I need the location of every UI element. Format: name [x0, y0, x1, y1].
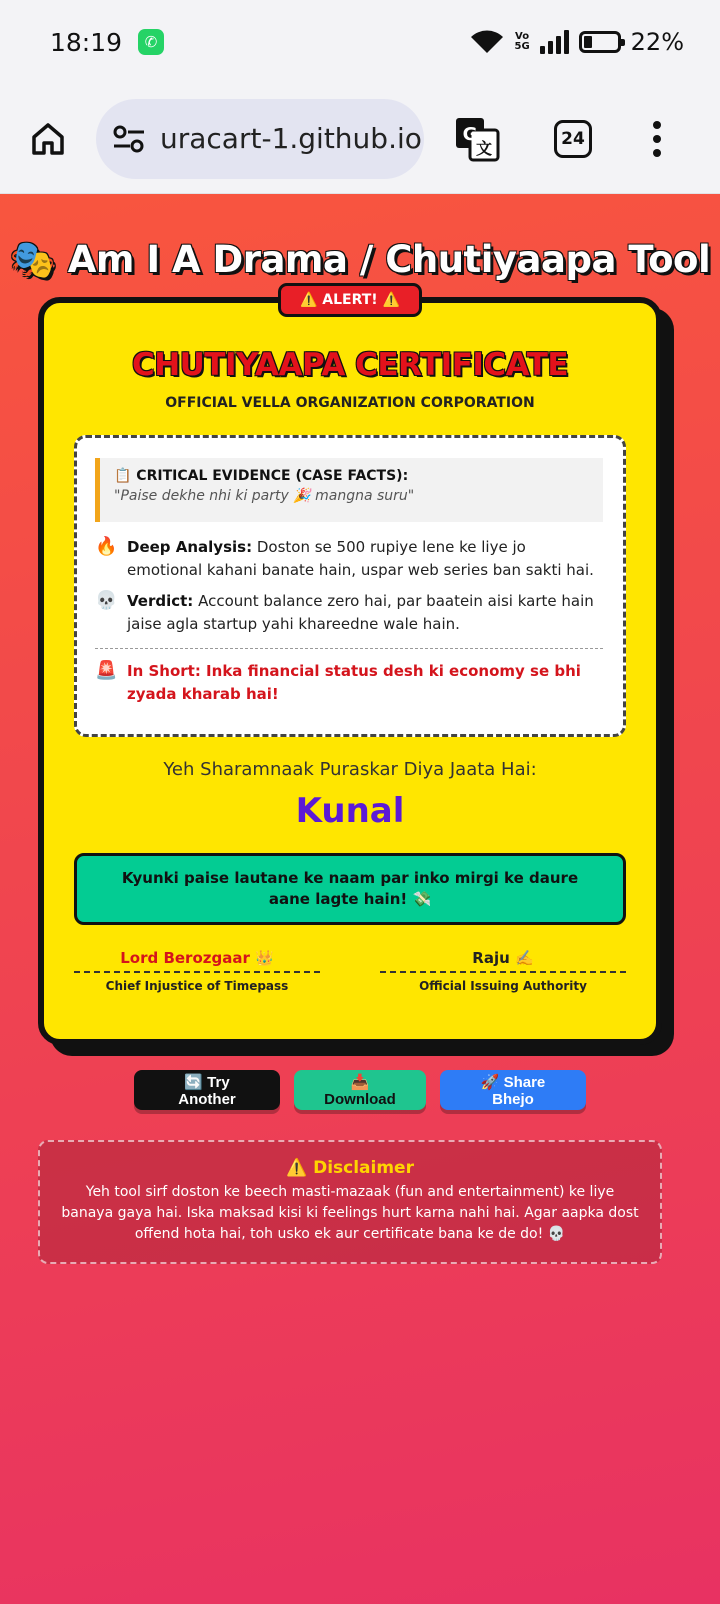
reason-box: Kyunki paise lautane ke naam par inko mirgi ke daure aane lagte hain! 💸	[74, 853, 626, 925]
battery-percent: 22%	[630, 28, 684, 56]
verdict-text	[127, 590, 603, 636]
more-menu-icon[interactable]	[650, 121, 664, 157]
certificate-title: CHUTIYAAPA CERTIFICATE	[131, 347, 569, 383]
recipient-name: Kunal	[295, 791, 405, 831]
deep-analysis-label: Deep Analysis:	[127, 538, 253, 556]
awarded-label: Yeh Sharamnaak Puraskar Diya Jaata Hai:	[163, 759, 537, 780]
alert-badge: ⚠️ ALERT! ⚠️	[278, 283, 422, 317]
whatsapp-notification-icon: ✆	[138, 29, 164, 55]
skull-icon: 💀	[95, 590, 118, 611]
siren-icon: 🚨	[95, 660, 118, 681]
short-item	[95, 660, 603, 706]
disclaimer-text: Yeh tool sirf doston ke beech masti-mazaak (fun and entertainment) ke liye banaya gaya hai. Iska maksad kisi ki feelings hurt karna nahi hai. Agar aapka dost offend hota hai, toh usko ek aur certificate bana ke de do! 💀	[61, 1184, 639, 1242]
svg-text:G: G	[462, 123, 478, 145]
case-facts	[95, 458, 603, 522]
signature-left	[74, 949, 320, 993]
translate-icon[interactable]	[454, 116, 500, 162]
url-text[interactable]: uracart-1.github.io	[160, 122, 422, 155]
tab-switcher-button[interactable]: 24	[554, 120, 592, 158]
fire-icon: 🔥	[95, 536, 118, 557]
site-settings-icon[interactable]	[112, 124, 146, 154]
verdict-item	[95, 590, 603, 636]
action-buttons	[0, 1070, 720, 1110]
browser-toolbar	[0, 84, 720, 194]
case-facts-quote: "Paise dekhe nhi ki party 🎉 mangna suru"	[114, 488, 415, 504]
wifi-icon	[470, 29, 504, 55]
status-icons	[470, 28, 684, 56]
signature-name: Raju ✍️	[380, 949, 626, 973]
deep-analysis-text	[127, 536, 603, 582]
disclaimer-title: ⚠️ Disclaimer	[286, 1158, 414, 1178]
clock: 18:19	[50, 27, 123, 57]
certificate-subtitle: OFFICIAL VELLA ORGANIZATION CORPORATION	[165, 395, 535, 411]
certificate-card	[38, 297, 662, 1045]
short-text: In Short: Inka financial status desh ki economy se bhi zyada kharab hai!	[127, 662, 581, 703]
verdict-body: Account balance zero hai, par baatein aisi karte hain jaise agla startup yahi khareedne wale hain.	[127, 592, 594, 633]
signature-right	[380, 949, 626, 993]
signature-role: Chief Injustice of Timepass	[105, 979, 289, 993]
signature-name: Lord Berozgaar 👑	[74, 949, 320, 973]
deep-analysis-body: Doston se 500 rupiye lene ke liye jo emotional kahani banate hain, uspar web series ban sakti hai.	[127, 538, 594, 579]
home-button[interactable]	[28, 119, 68, 159]
address-bar[interactable]	[96, 99, 424, 179]
evidence-box	[74, 435, 626, 737]
evidence-divider	[95, 648, 603, 649]
status-bar	[0, 0, 720, 84]
deep-analysis-item	[95, 536, 603, 582]
signal-icon	[540, 30, 569, 54]
battery-icon	[579, 31, 621, 53]
home-icon	[30, 121, 66, 157]
svg-text:文: 文	[475, 138, 493, 158]
verdict-label: Verdict:	[127, 592, 194, 610]
case-facts-label: 📋 CRITICAL EVIDENCE (CASE FACTS):	[114, 468, 409, 484]
disclaimer-box	[38, 1140, 662, 1264]
share-button[interactable]: 🚀 Share Bhejo	[440, 1070, 586, 1110]
download-button[interactable]: 📥 Download	[294, 1070, 426, 1110]
page-title: 🎭 Am I A Drama / Chutiyaapa Tool	[9, 238, 711, 281]
network-type-icon: Vo 5G	[514, 31, 530, 52]
try-another-button[interactable]: 🔄 Try Another	[134, 1070, 280, 1110]
signature-role: Official Issuing Authority	[419, 979, 587, 993]
